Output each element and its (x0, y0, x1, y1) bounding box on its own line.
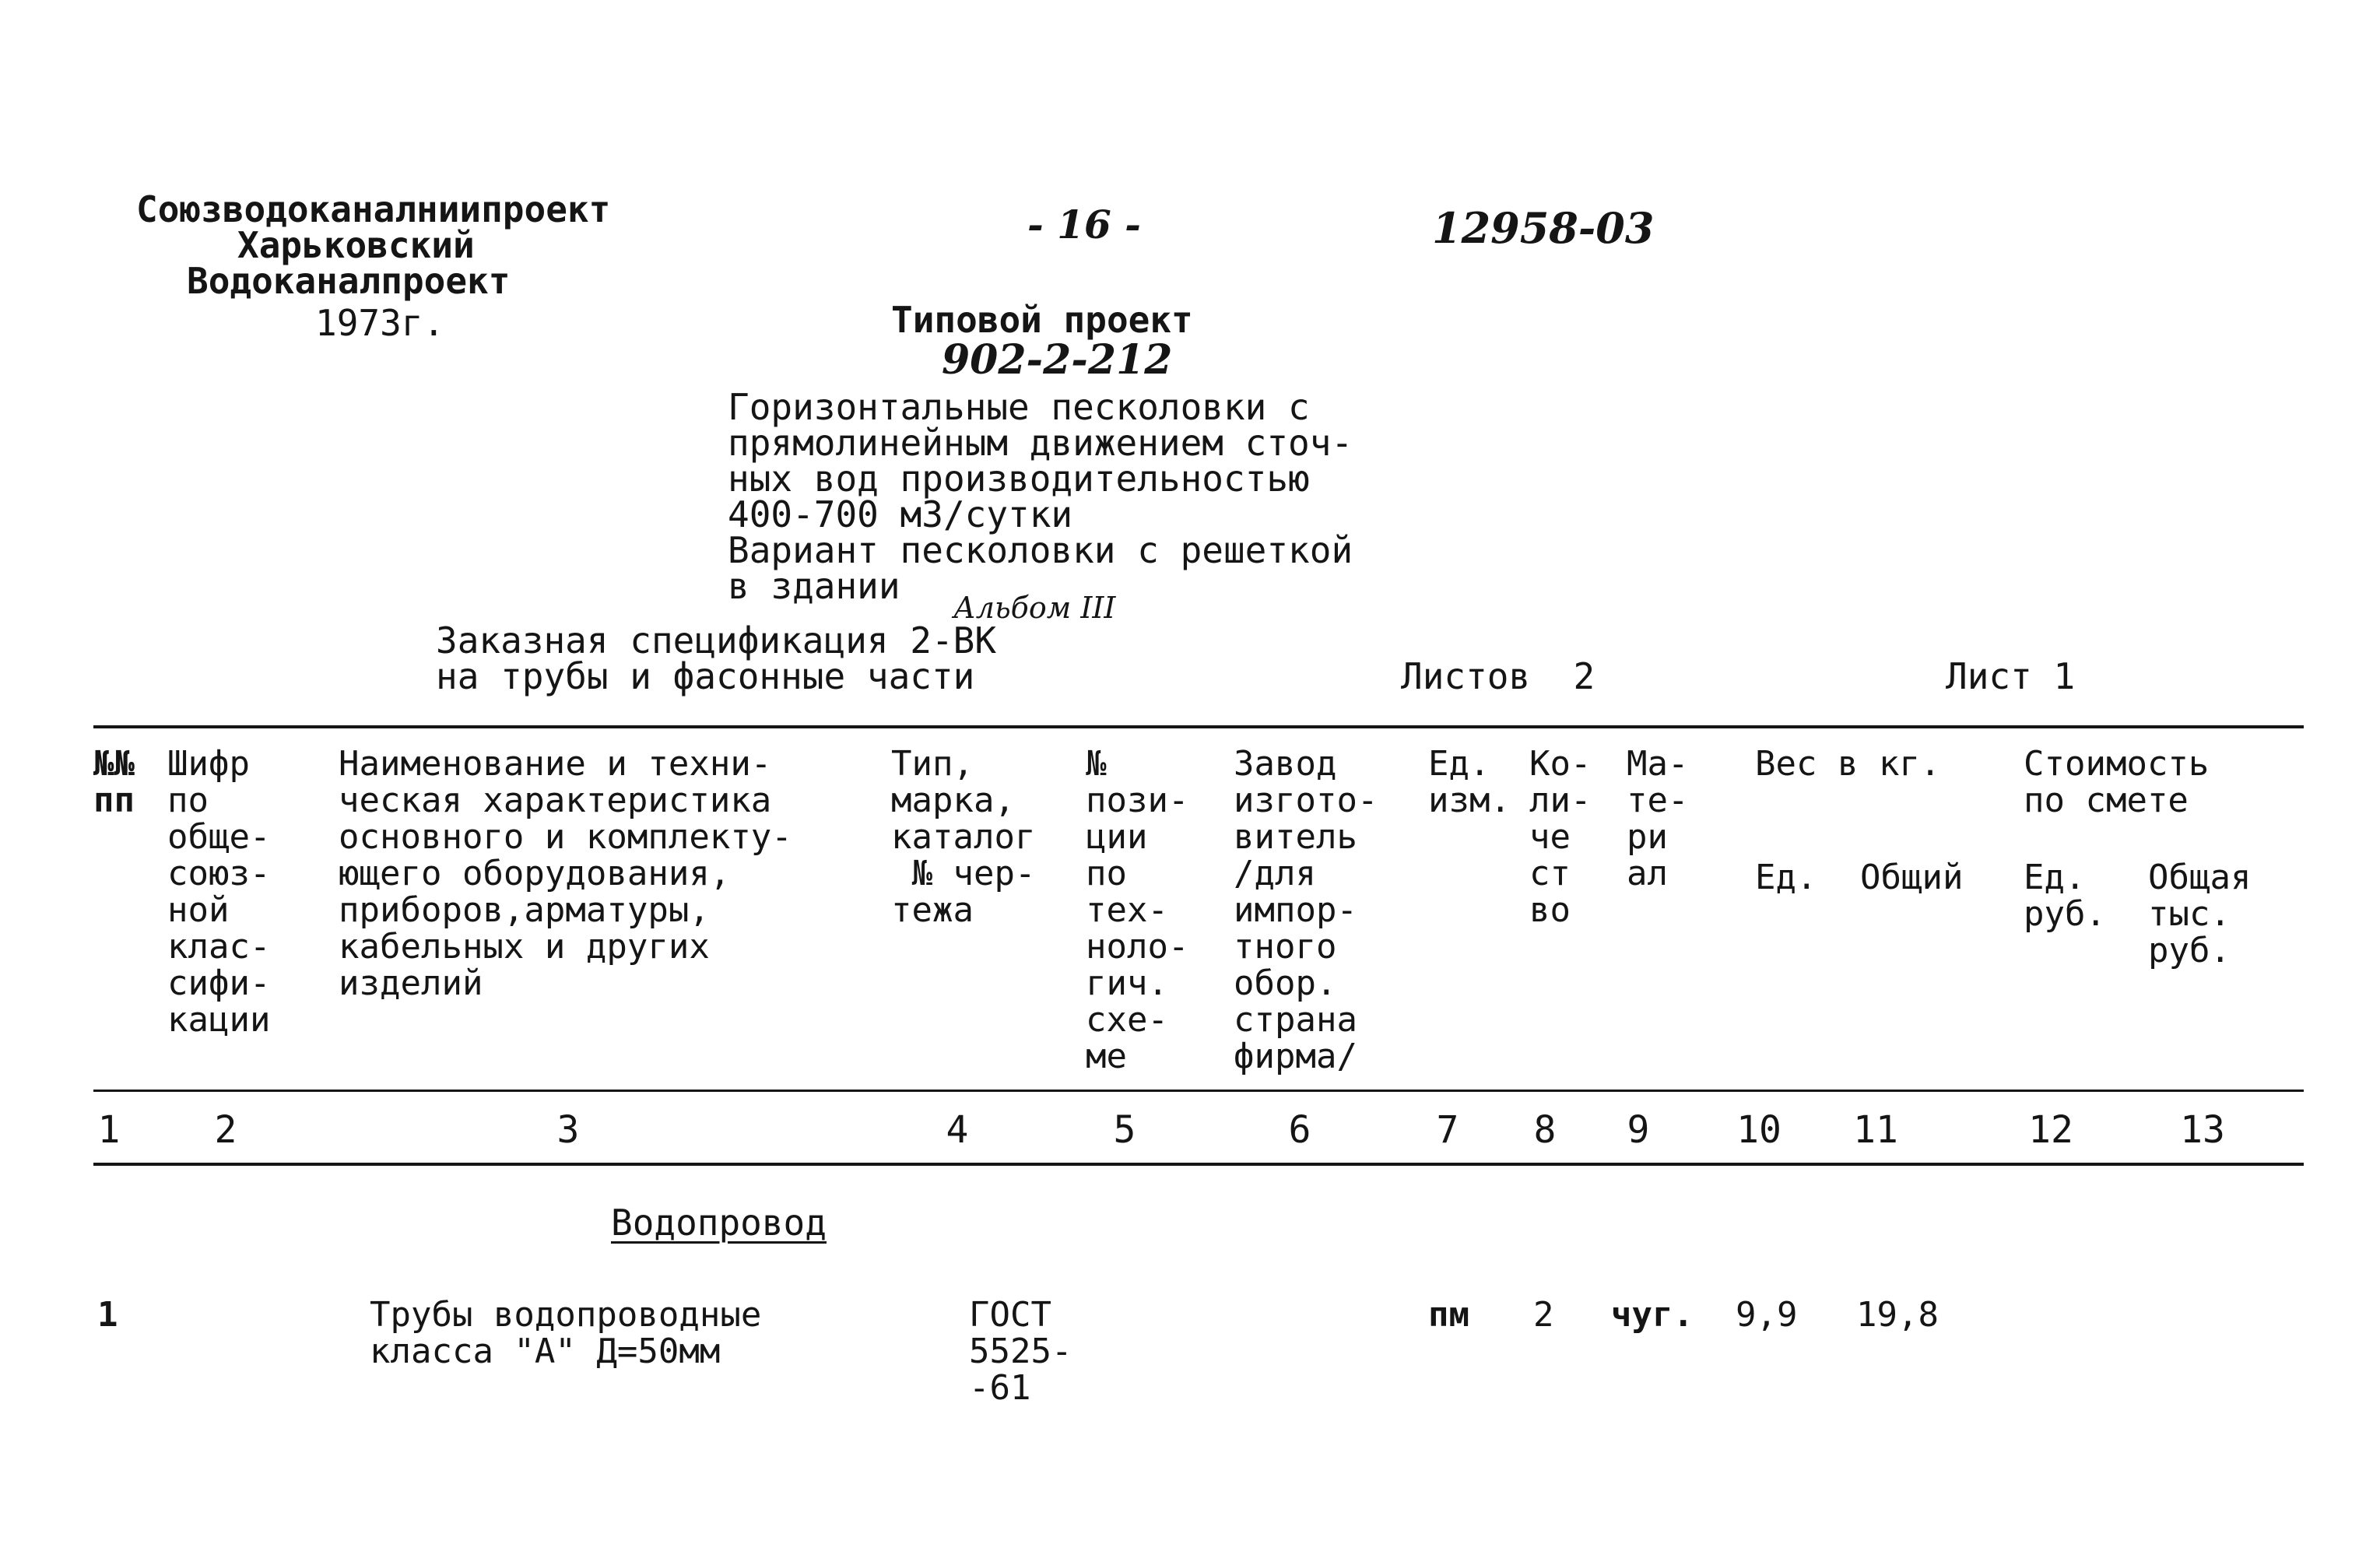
column-number-3: 3 (556, 1108, 580, 1152)
row-1-material: чуг. (1611, 1295, 1694, 1335)
col-header-cost-group: Стоимость по смете (2024, 744, 2210, 820)
description-line-2: прямолинейным движением сточ- (728, 422, 1353, 464)
col-header-weight-total: Общий (1860, 858, 1964, 897)
row-1-weight-total: 19,8 (1856, 1295, 1939, 1335)
column-number-11: 11 (1853, 1108, 1898, 1152)
section-title: Водопровод (611, 1202, 827, 1244)
col-header-cost-unit: Ед. руб. (2024, 858, 2106, 934)
description-line-3: ных вод производительностью (728, 458, 1310, 500)
column-numbers-rule (93, 1163, 2304, 1166)
column-number-12: 12 (2028, 1108, 2073, 1152)
column-number-5: 5 (1113, 1108, 1136, 1152)
col-header-weight-group: Вес в кг. (1755, 744, 1941, 784)
column-number-6: 6 (1288, 1108, 1311, 1152)
row-1-type: ГОСТ 5525- -61 (969, 1295, 1072, 1408)
table-top-rule (93, 725, 2304, 728)
col-header-material: Ма- те- ри ал (1627, 744, 1689, 893)
description-line-4: 400-700 м3/сутки (728, 493, 1073, 535)
col-header-manufacturer: Завод изгото- витель /для импор- тного обор. страна фирма/ (1234, 744, 1378, 1076)
column-number-1: 1 (97, 1108, 121, 1152)
project-code: 902-2-212 (942, 336, 1173, 384)
column-number-10: 10 (1736, 1108, 1781, 1152)
spec-title-line-2: на трубы и фасонные части (436, 655, 975, 697)
description-line-1: Горизонтальные песколовки с (728, 386, 1310, 428)
row-1-pp: 1 (97, 1295, 118, 1335)
page-number: - 16 - (1027, 202, 1141, 247)
sheets-total: Листов 2 (1401, 655, 1595, 697)
project-title: Типовой проект (891, 299, 1193, 341)
col-header-unit: Ед. изм. (1428, 744, 1511, 820)
col-header-weight-unit: Ед. (1755, 858, 1817, 897)
document-number: 12958-03 (1432, 203, 1655, 253)
row-1-name: Трубы водопроводные класса "А" Д=50мм (370, 1295, 762, 1371)
column-number-2: 2 (214, 1108, 237, 1152)
col-header-quantity: Ко- ли- че ст во (1529, 744, 1592, 930)
column-number-4: 4 (946, 1108, 969, 1152)
description-line-5: Вариант песколовки с решеткой (728, 529, 1353, 571)
row-1-weight-unit: 9,9 (1736, 1295, 1798, 1335)
header-bottom-rule (93, 1090, 2304, 1092)
org-line-3: Водоканалпроект (187, 260, 511, 302)
org-year: 1973г. (315, 302, 445, 344)
description-line-6: в здании (728, 565, 900, 607)
org-line-1: Союзводоканалниипроект (136, 188, 611, 230)
col-header-type: Тип, марка, каталог № чер- тежа (891, 744, 1036, 930)
col-header-code: Шифр по обще- союз- ной клас- сифи- кации (167, 744, 271, 1040)
column-number-13: 13 (2180, 1108, 2225, 1152)
col-header-name: Наименование и техни- ческая характеристика основного и комплекту- ющего оборудования, приборов,арматуры, кабельных и других изделий (339, 744, 792, 1003)
spec-title-line-1: Заказная спецификация 2-ВК (436, 619, 997, 661)
column-number-9: 9 (1627, 1108, 1650, 1152)
col-header-position: № пози- ции по тех- ноло- гич. схе- ме (1086, 744, 1189, 1076)
org-line-2: Харьковский (237, 224, 475, 266)
column-number-7: 7 (1436, 1108, 1459, 1152)
sheet-number: Лист 1 (1946, 655, 2076, 697)
col-header-cost-total: Общая тыс. руб. (2148, 858, 2252, 970)
album-label: Альбом III (953, 591, 1116, 625)
row-1-unit: пм (1428, 1295, 1469, 1335)
column-number-8: 8 (1533, 1108, 1557, 1152)
col-header-pp: №№ пп (93, 744, 135, 820)
row-1-quantity: 2 (1533, 1295, 1554, 1335)
